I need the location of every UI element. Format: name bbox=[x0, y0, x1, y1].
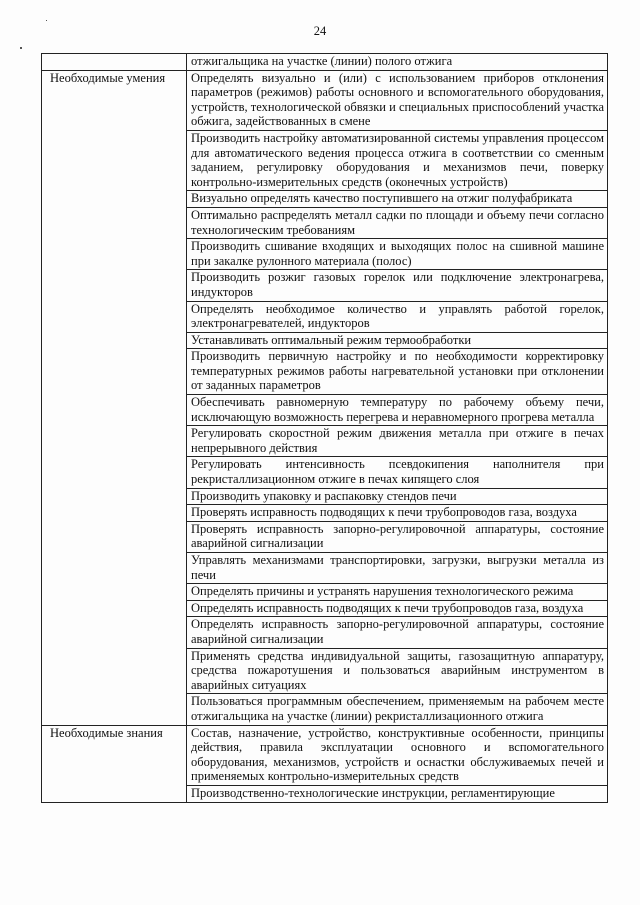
table-row bbox=[42, 54, 608, 71]
requirement-item: Определять визуально и (или) с использованием приборов отклонения параметров (режимов) работы основного и вспомогательного оборудования, устройств, технологической обвязки и специальных приспособлений участка обжига, задействованных в смене bbox=[187, 70, 608, 130]
requirement-item: Производить настройку автоматизированной системы управления процессом для автоматического ведения процесса отжига в соответствии со сменным заданием, регулировку оборудования и механизмов печи, поверку контрольно-измерительных средств (оконечных устройств) bbox=[187, 130, 608, 190]
table-row bbox=[42, 70, 608, 130]
table-row bbox=[42, 725, 608, 785]
requirement-item: Проверять исправность подводящих к печи трубопроводов газа, воздуха bbox=[187, 505, 608, 522]
requirement-item: Производить первичную настройку и по необходимости корректировку температурных режимов работы нагревательной установки при отклонении от заданных параметров bbox=[187, 349, 608, 395]
requirement-item: Управлять механизмами транспортировки, загрузки, выгрузки металла из печи bbox=[187, 553, 608, 584]
requirement-item: Регулировать интенсивность псевдокипения наполнителя при рекристаллизационном отжиге в печах кипящего слоя bbox=[187, 457, 608, 488]
section-label bbox=[42, 54, 187, 71]
page-number: 24 bbox=[313, 24, 327, 38]
requirement-item: отжигальщика на участке (линии) полого отжига bbox=[187, 54, 608, 71]
requirements-table-body bbox=[42, 54, 608, 803]
requirement-item: Состав, назначение, устройство, конструктивные особенности, принципы действия, правила эксплуатации основного и вспомогательного оборудования, механизмов, устройств и оснастки обслуживаемых печей и применяемых контрольно-измерительных средств bbox=[187, 725, 608, 785]
requirement-item: Определять исправность запорно-регулировочной аппаратуры, состояние аварийной сигнализации bbox=[187, 617, 608, 648]
requirement-item: Проверять исправность запорно-регулировочной аппаратуры, состояние аварийной сигнализации bbox=[187, 521, 608, 552]
requirement-item: Регулировать скоростной режим движения металла при отжиге в печах непрерывного действия bbox=[187, 426, 608, 457]
requirement-item: Пользоваться программным обеспечением, применяемым на рабочем месте отжигальщика на участке (линии) рекристаллизационного отжига bbox=[187, 694, 608, 725]
section-label: Необходимые знания bbox=[42, 725, 187, 802]
requirement-item: Визуально определять качество поступившего на отжиг полуфабриката bbox=[187, 191, 608, 208]
requirement-item: Определять исправность подводящих к печи трубопроводов газа, воздуха bbox=[187, 600, 608, 617]
requirement-item: Оптимально распределять металл садки по площади и объему печи согласно технологическим требованиям bbox=[187, 207, 608, 238]
requirement-item: Производить упаковку и распаковку стендов печи bbox=[187, 488, 608, 505]
requirement-item: Производить розжиг газовых горелок или подключение электронагрева, индукторов bbox=[187, 270, 608, 301]
scan-speck bbox=[20, 47, 22, 49]
requirement-item: Обеспечивать равномерную температуру по рабочему объему печи, исключающую возможность перегрева и неравномерного прогрева металла bbox=[187, 395, 608, 426]
requirement-item: Определять необходимое количество и управлять работой горелок, электронагревателей, индукторов bbox=[187, 301, 608, 332]
requirement-item: Определять причины и устранять нарушения технологического режима bbox=[187, 584, 608, 601]
requirement-item: Применять средства индивидуальной защиты, газозащитную аппаратуру, средства пожаротушения и пользоваться аварийным инструментом в аварийных ситуациях bbox=[187, 648, 608, 694]
requirements-table bbox=[41, 53, 608, 803]
requirement-item: Производить сшивание входящих и выходящих полос на сшивной машине при закалке рулонного материала (полос) bbox=[187, 239, 608, 270]
requirement-item: Производственно-технологические инструкции, регламентирующие bbox=[187, 785, 608, 802]
scan-speck bbox=[46, 20, 47, 21]
requirement-item: Устанавливать оптимальный режим термообработки bbox=[187, 332, 608, 349]
section-label: Необходимые умения bbox=[42, 70, 187, 725]
